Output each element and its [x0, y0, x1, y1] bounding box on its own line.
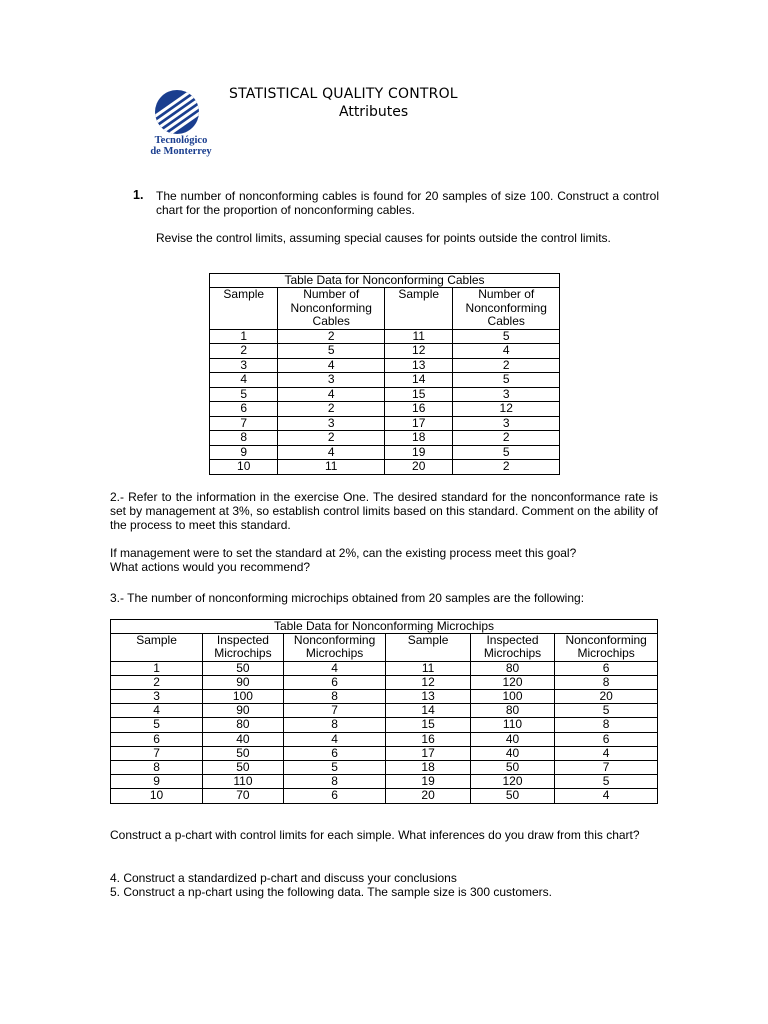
- table-row: [111, 746, 658, 760]
- table-cell: 120: [470, 675, 555, 689]
- table-cell: 5: [283, 761, 386, 775]
- table-cell: 6: [111, 732, 203, 746]
- table-cell: 6: [555, 661, 658, 675]
- table-cell: 110: [203, 775, 284, 789]
- table-cell: 5: [453, 329, 560, 344]
- table-cell: 40: [470, 732, 555, 746]
- page-subtitle: Attributes: [339, 104, 409, 120]
- table-row: [111, 761, 658, 775]
- table-row: [210, 402, 560, 417]
- table-header: Sample: [210, 288, 278, 330]
- table-cell: 12: [453, 402, 560, 417]
- table-cell: 4: [453, 344, 560, 359]
- table-caption: Table Data for Nonconforming Microchips: [111, 620, 658, 634]
- table-cell: 7: [111, 746, 203, 760]
- table-cell: 8: [283, 718, 386, 732]
- table-cell: 6: [283, 746, 386, 760]
- logo-emblem-icon: [155, 90, 199, 134]
- table-cell: 4: [278, 387, 385, 402]
- table-row: [210, 373, 560, 388]
- table-cell: 4: [283, 732, 386, 746]
- table-cell: 5: [453, 373, 560, 388]
- table-cell: 8: [555, 718, 658, 732]
- table-row: [210, 431, 560, 446]
- table-cell: 1: [111, 661, 203, 675]
- table-cell: 14: [384, 373, 452, 388]
- table-row: [111, 718, 658, 732]
- table-cell: 4: [278, 445, 385, 460]
- table-cell: 8: [111, 761, 203, 775]
- table-cell: 100: [470, 690, 555, 704]
- table-cell: 90: [203, 675, 284, 689]
- table-cell: 4: [283, 661, 386, 675]
- table-cell: 80: [470, 704, 555, 718]
- table-cell: 13: [384, 358, 452, 373]
- table-row: [210, 329, 560, 344]
- table-cell: 3: [210, 358, 278, 373]
- table-row: [210, 416, 560, 431]
- microchips-table: [110, 619, 658, 804]
- table-header: Sample: [386, 634, 470, 661]
- table-cell: 6: [210, 402, 278, 417]
- table-cell: 5: [210, 387, 278, 402]
- table-header: Number of Nonconforming Cables: [453, 288, 560, 330]
- table-cell: 14: [386, 704, 470, 718]
- table-cell: 50: [203, 661, 284, 675]
- table-cell: 20: [555, 690, 658, 704]
- table-cell: 3: [453, 387, 560, 402]
- table-cell: 9: [210, 445, 278, 460]
- table-header: Inspected Microchips: [203, 634, 284, 661]
- table-cell: 20: [384, 460, 452, 475]
- table-row: [111, 661, 658, 675]
- question-1-number: 1.: [133, 188, 144, 202]
- table-cell: 10: [210, 460, 278, 475]
- table-header: Inspected Microchips: [470, 634, 555, 661]
- table-row: [210, 460, 560, 475]
- table-row: [111, 789, 658, 803]
- question-1-text: The number of nonconforming cables is found for 20 samples of size 100. Construct a control chart for the proportion of nonconforming cables.: [156, 189, 659, 217]
- table-caption: Table Data for Nonconforming Cables: [210, 274, 560, 288]
- university-logo: [143, 90, 217, 156]
- table-cell: 70: [203, 789, 284, 803]
- table-cell: 15: [384, 387, 452, 402]
- table-header: Number of Nonconforming Cables: [278, 288, 385, 330]
- table-row: [111, 732, 658, 746]
- table-cell: 6: [283, 789, 386, 803]
- question-3-text: 3.- The number of nonconforming microchips obtained from 20 samples are the following:: [110, 591, 585, 605]
- table-cell: 11: [386, 661, 470, 675]
- table-cell: 8: [210, 431, 278, 446]
- table-header: Sample: [111, 634, 203, 661]
- table-cell: 5: [278, 344, 385, 359]
- table-cell: 2: [278, 329, 385, 344]
- table-cell: 9: [111, 775, 203, 789]
- question-1-revise-text: Revise the control limits, assuming special causes for points outside the control limits.: [156, 231, 611, 245]
- question-3-pchart-text: Construct a p-chart with control limits for each simple. What inferences do you draw from this chart?: [110, 828, 640, 842]
- table-cell: 120: [470, 775, 555, 789]
- table-cell: 12: [384, 344, 452, 359]
- table-cell: 4: [210, 373, 278, 388]
- table-cell: 19: [386, 775, 470, 789]
- table-cell: 8: [283, 690, 386, 704]
- table-cell: 50: [470, 761, 555, 775]
- table-cell: 15: [386, 718, 470, 732]
- question-2-text: 2.- Refer to the information in the exercise One. The desired standard for the nonconformance rate is set by management at 3%, so establish control limits based on this standard. Comment on the ability of the process to meet this standard.: [110, 490, 658, 532]
- table-cell: 16: [384, 402, 452, 417]
- table-row: [111, 775, 658, 789]
- table-cell: 16: [386, 732, 470, 746]
- table-cell: 50: [203, 746, 284, 760]
- table-cell: 11: [278, 460, 385, 475]
- table-cell: 13: [386, 690, 470, 704]
- table-header: Sample: [384, 288, 452, 330]
- table-cell: 4: [555, 789, 658, 803]
- logo-text-line1: Tecnológico: [154, 135, 208, 146]
- table-cell: 40: [203, 732, 284, 746]
- table-header: Nonconforming Microchips: [283, 634, 386, 661]
- table-header: Nonconforming Microchips: [555, 634, 658, 661]
- table-cell: 20: [386, 789, 470, 803]
- table-cell: 7: [210, 416, 278, 431]
- table-cell: 17: [386, 746, 470, 760]
- table-cell: 5: [555, 704, 658, 718]
- table-cell: 50: [470, 789, 555, 803]
- table-cell: 90: [203, 704, 284, 718]
- table-cell: 110: [470, 718, 555, 732]
- question-2-actions-text: What actions would you recommend?: [110, 560, 311, 574]
- table-cell: 80: [203, 718, 284, 732]
- table-cell: 3: [453, 416, 560, 431]
- table-cell: 4: [278, 358, 385, 373]
- table-row: [111, 704, 658, 718]
- table-cell: 8: [283, 775, 386, 789]
- table-cell: 4: [111, 704, 203, 718]
- table-cell: 40: [470, 746, 555, 760]
- table-cell: 3: [111, 690, 203, 704]
- logo-text-line2: de Monterrey: [150, 146, 212, 157]
- table-cell: 100: [203, 690, 284, 704]
- table-row: [111, 690, 658, 704]
- table-cell: 19: [384, 445, 452, 460]
- cables-table: [209, 273, 560, 475]
- table-cell: 8: [555, 675, 658, 689]
- table-cell: 6: [555, 732, 658, 746]
- table-cell: 12: [386, 675, 470, 689]
- table-row: [111, 675, 658, 689]
- table-row: [210, 387, 560, 402]
- table-cell: 5: [111, 718, 203, 732]
- table-cell: 3: [278, 373, 385, 388]
- table-cell: 18: [384, 431, 452, 446]
- table-cell: 10: [111, 789, 203, 803]
- question-5-text: 5. Construct a np-chart using the following data. The sample size is 300 customers.: [110, 885, 553, 899]
- table-row: [210, 358, 560, 373]
- table-cell: 5: [453, 445, 560, 460]
- table-cell: 6: [283, 675, 386, 689]
- table-cell: 1: [210, 329, 278, 344]
- table-cell: 2: [278, 402, 385, 417]
- table-cell: 80: [470, 661, 555, 675]
- table-cell: 2: [453, 460, 560, 475]
- table-cell: 7: [283, 704, 386, 718]
- table-row: [210, 344, 560, 359]
- table-cell: 2: [111, 675, 203, 689]
- table-cell: 18: [386, 761, 470, 775]
- question-2-goal-text: If management were to set the standard at 2%, can the existing process meet this goal?: [110, 546, 577, 560]
- table-cell: 17: [384, 416, 452, 431]
- table-cell: 4: [555, 746, 658, 760]
- table-cell: 2: [210, 344, 278, 359]
- question-4-text: 4. Construct a standardized p-chart and discuss your conclusions: [110, 871, 457, 885]
- page-title: STATISTICAL QUALITY CONTROL: [229, 86, 458, 102]
- table-cell: 11: [384, 329, 452, 344]
- table-cell: 5: [555, 775, 658, 789]
- table-cell: 3: [278, 416, 385, 431]
- table-cell: 50: [203, 761, 284, 775]
- table-cell: 7: [555, 761, 658, 775]
- table-cell: 2: [453, 358, 560, 373]
- table-cell: 2: [453, 431, 560, 446]
- table-cell: 2: [278, 431, 385, 446]
- table-row: [210, 445, 560, 460]
